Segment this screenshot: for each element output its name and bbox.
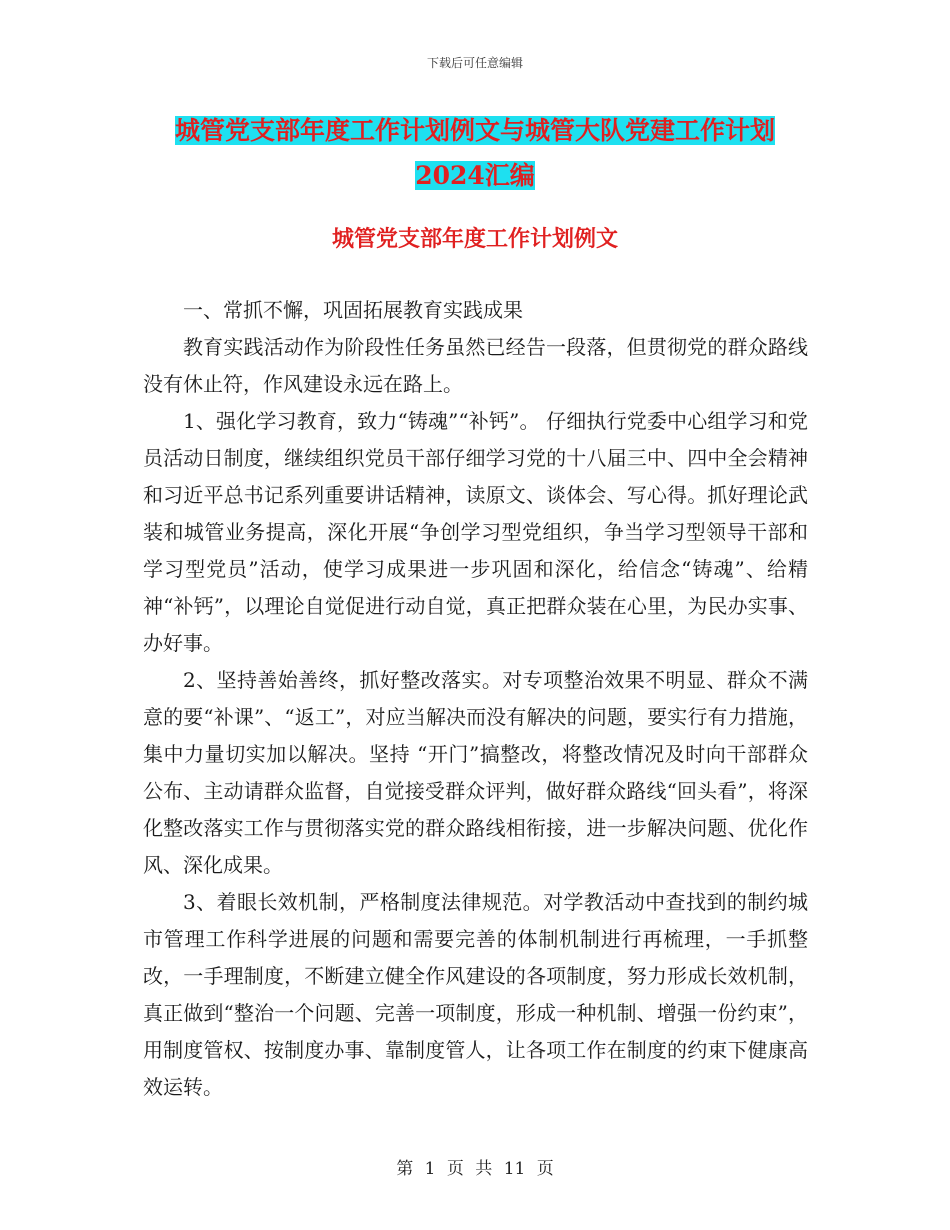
- paragraph: 2、坚持善始善终，抓好整改落实。对专项整治效果不明显、群众不满意的要“补课”、“返工”，对应当解决而没有解决的问题，要实行有力措施，集中力量切实加以解决。坚持 “开门”搞整改，将整改情况及时向干部群众公布、主动请群众监督，自觉接受群众评判，做好群众路线“回头看”，将深化整改落实工作与贯彻落实党的群众路线相衔接，进一步解决问题、优化作风、深化成果。: [143, 668, 808, 877]
- main-title-text: 城管党支部年度工作计划例文与城管大队党建工作计划2024汇编: [174, 116, 775, 190]
- document-body: [143, 292, 808, 1106]
- header-note: 下载后可任意编辑: [426, 56, 523, 70]
- paragraph-heading-1: 一、常抓不懈，巩固拓展教育实践成果: [183, 298, 523, 322]
- paragraph: 教育实践活动作为阶段性任务虽然已经告一段落，但贯彻党的群众路线没有休止符，作风建设永远在路上。: [143, 335, 808, 396]
- main-title: [150, 108, 800, 198]
- section-title: 城管党支部年度工作计划例文: [331, 226, 618, 252]
- page-footer: 第 1 页 共 11 页: [396, 1159, 554, 1179]
- paragraph: 1、强化学习教育，致力“铸魂”“补钙”。 仔细执行党委中心组学习和党员活动日制度，继续组织党员干部仔细学习党的十八届三中、四中全会精神和习近平总书记系列重要讲话精神，读原文、谈体会、写心得。抓好理论武装和城管业务提高，深化开展“争创学习型党组织，争当学习型领导干部和学习型党员”活动，使学习成果进一步巩固和深化，给信念“铸魂”、给精神“补钙”，以理论自觉促进行动自觉，真正把群众装在心里，为民办实事、办好事。: [143, 409, 808, 655]
- paragraph: 3、着眼长效机制，严格制度法律规范。对学教活动中查找到的制约城市管理工作科学进展的问题和需要完善的体制机制进行再梳理，一手抓整改，一手理制度，不断建立健全作风建设的各项制度，努力形成长效机制，真正做到“整治一个问题、完善一项制度，形成一种机制、增强一份约束”，用制度管权、按制度办事、靠制度管人，让各项工作在制度的约束下健康高效运转。: [143, 890, 808, 1099]
